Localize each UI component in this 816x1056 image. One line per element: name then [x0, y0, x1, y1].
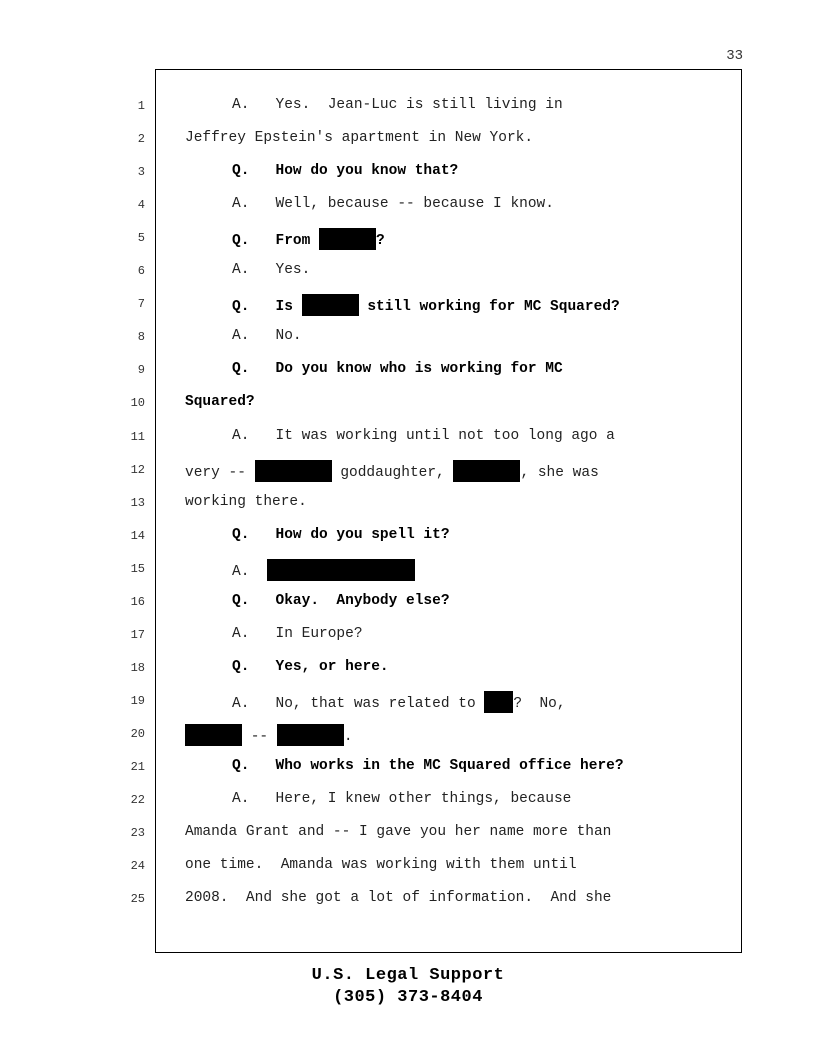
line-segment: Q. From — [232, 232, 320, 249]
line-segment: A. It was working until not too long ago a — [232, 428, 615, 444]
line-segment: Squared? — [185, 394, 255, 410]
line-number: 1 — [137, 99, 145, 113]
line-number: 5 — [137, 231, 145, 245]
transcript-line — [232, 229, 385, 251]
transcript-line — [185, 857, 577, 873]
line-segment: 2008. And she got a lot of information. And she — [185, 890, 612, 906]
line-segment: Jeffrey Epstein's apartment in New York. — [185, 130, 534, 146]
line-segment: ? — [376, 232, 385, 249]
line-segment: Q. How do you spell it? — [232, 527, 450, 543]
line-segment: very -- — [185, 464, 255, 481]
line-number: 18 — [130, 661, 145, 675]
line-number: 22 — [130, 793, 145, 807]
redaction-box — [185, 724, 242, 746]
line-segment: Q. Is — [232, 298, 302, 315]
redaction-box — [453, 460, 520, 482]
redaction-box — [267, 559, 415, 581]
line-segment: Q. Yes, or here. — [232, 659, 389, 675]
transcript-line — [185, 725, 353, 747]
transcript-line — [232, 196, 554, 212]
transcript-line — [232, 659, 389, 675]
line-segment: -- — [242, 728, 277, 745]
footer-phone: (305) 373-8404 — [333, 988, 483, 1007]
line-segment: A. Yes. — [232, 262, 311, 278]
line-segment: A. Here, I knew other things, because — [232, 791, 572, 807]
transcript-line — [185, 394, 255, 410]
line-number: 16 — [130, 595, 145, 609]
line-segment: Q. How do you know that? — [232, 163, 459, 179]
transcript-line — [185, 890, 611, 906]
line-number: 6 — [137, 264, 145, 278]
redaction-box — [302, 294, 359, 316]
redaction-box — [255, 460, 332, 482]
transcript-line — [185, 494, 307, 510]
line-segment: Q. Okay. Anybody else? — [232, 593, 450, 609]
line-segment: A. No. — [232, 328, 302, 344]
line-segment: Q. Do you know who is working for MC — [232, 361, 563, 377]
line-number: 4 — [137, 198, 145, 212]
page-number: 33 — [726, 48, 743, 64]
line-segment: , she was — [520, 464, 599, 481]
redaction-box — [484, 691, 513, 713]
line-number: 9 — [137, 363, 145, 377]
transcript-line — [232, 626, 363, 642]
line-number: 20 — [130, 727, 145, 741]
line-segment: A. No, that was related to — [232, 695, 485, 712]
line-segment: . — [343, 728, 353, 745]
line-segment: still working for MC Squared? — [358, 298, 620, 315]
transcript-line — [232, 791, 571, 807]
transcript-line — [232, 758, 624, 774]
transcript-line — [232, 692, 566, 714]
transcript-line — [232, 361, 563, 377]
redaction-box — [277, 724, 344, 746]
line-number: 8 — [137, 330, 145, 344]
line-segment: Amanda Grant and -- I gave you her name more than — [185, 824, 612, 840]
transcript-line — [232, 295, 620, 317]
line-number: 24 — [130, 859, 145, 873]
transcript-line — [232, 262, 310, 278]
line-number: 21 — [130, 760, 145, 774]
transcript-line — [185, 130, 533, 146]
transcript-line — [232, 328, 302, 344]
line-number: 14 — [130, 529, 145, 543]
line-number: 25 — [130, 892, 145, 906]
line-number: 19 — [130, 694, 145, 708]
line-number: 2 — [137, 132, 145, 146]
line-number: 12 — [130, 463, 145, 477]
line-segment: A. Well, because -- because I know. — [232, 196, 554, 212]
line-number: 7 — [137, 297, 145, 311]
line-number: 10 — [130, 396, 145, 410]
line-segment: A. In Europe? — [232, 626, 363, 642]
transcript-line — [232, 97, 563, 113]
line-segment: goddaughter, — [331, 464, 454, 481]
line-number: 23 — [130, 826, 145, 840]
line-segment: A. Yes. Jean-Luc is still living in — [232, 97, 563, 113]
line-segment: ? No, — [513, 695, 566, 712]
transcript-line — [232, 593, 450, 609]
redaction-box — [319, 228, 376, 250]
transcript-line — [185, 461, 599, 483]
transcript-line — [185, 824, 611, 840]
footer-company: U.S. Legal Support — [311, 966, 505, 985]
line-number: 15 — [130, 562, 145, 576]
line-number: 3 — [137, 165, 145, 179]
line-segment: A. — [232, 563, 267, 580]
transcript-line — [232, 163, 458, 179]
line-segment: one time. Amanda was working with them until — [185, 857, 577, 873]
line-number: 17 — [130, 628, 145, 642]
line-segment: working there. — [185, 494, 307, 510]
transcript-line — [232, 560, 415, 582]
transcript-line — [232, 428, 615, 444]
line-number: 13 — [130, 496, 145, 510]
line-number: 11 — [130, 430, 145, 444]
line-segment: Q. Who works in the MC Squared office here? — [232, 758, 624, 774]
transcript-line — [232, 527, 450, 543]
